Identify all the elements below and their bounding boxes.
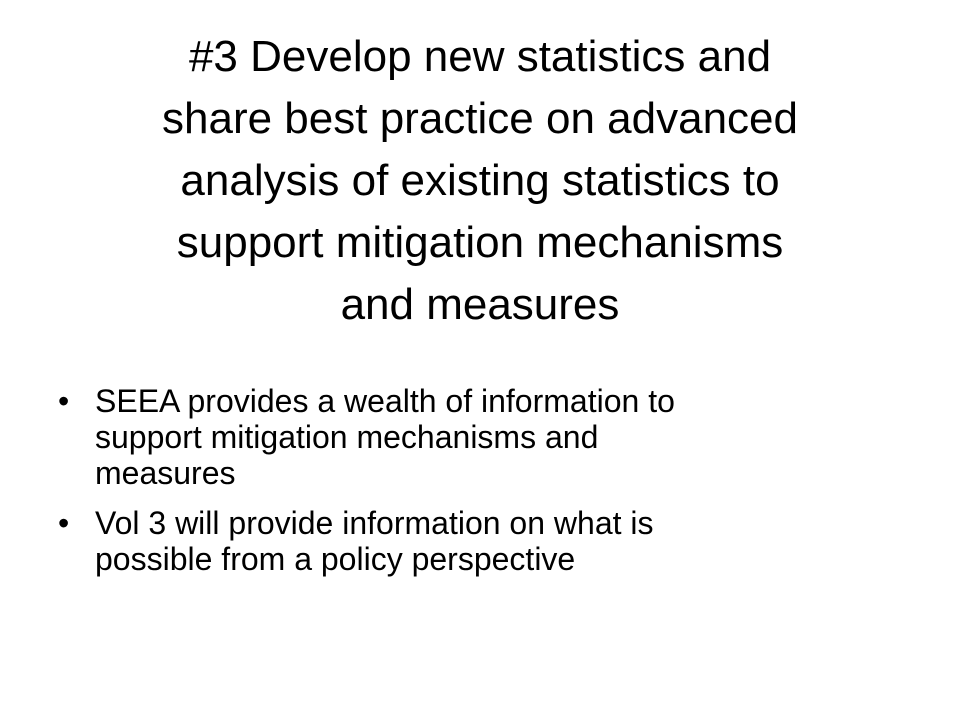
bullet-marker: • bbox=[58, 383, 70, 419]
bullet-line: measures bbox=[95, 455, 236, 491]
bullet-marker: • bbox=[58, 505, 70, 541]
slide-title-line: support mitigation mechanisms bbox=[176, 218, 784, 267]
slide-title-line: #3 Develop new statistics and bbox=[188, 32, 772, 81]
bullet-line: support mitigation mechanisms and bbox=[95, 419, 599, 455]
slide-title-line: and measures bbox=[340, 280, 620, 329]
bullet-list bbox=[58, 383, 848, 591]
bullet-line: Vol 3 will provide information on what is bbox=[95, 505, 654, 541]
bullet-line: possible from a policy perspective bbox=[95, 541, 576, 577]
bullet-item bbox=[58, 505, 848, 577]
bullet-line: SEEA provides a wealth of information to bbox=[95, 383, 675, 419]
bullet-item bbox=[58, 383, 848, 491]
slide-title-line: share best practice on advanced bbox=[162, 94, 798, 143]
slide-title-line: analysis of existing statistics to bbox=[180, 156, 780, 205]
slide-title bbox=[80, 26, 880, 336]
